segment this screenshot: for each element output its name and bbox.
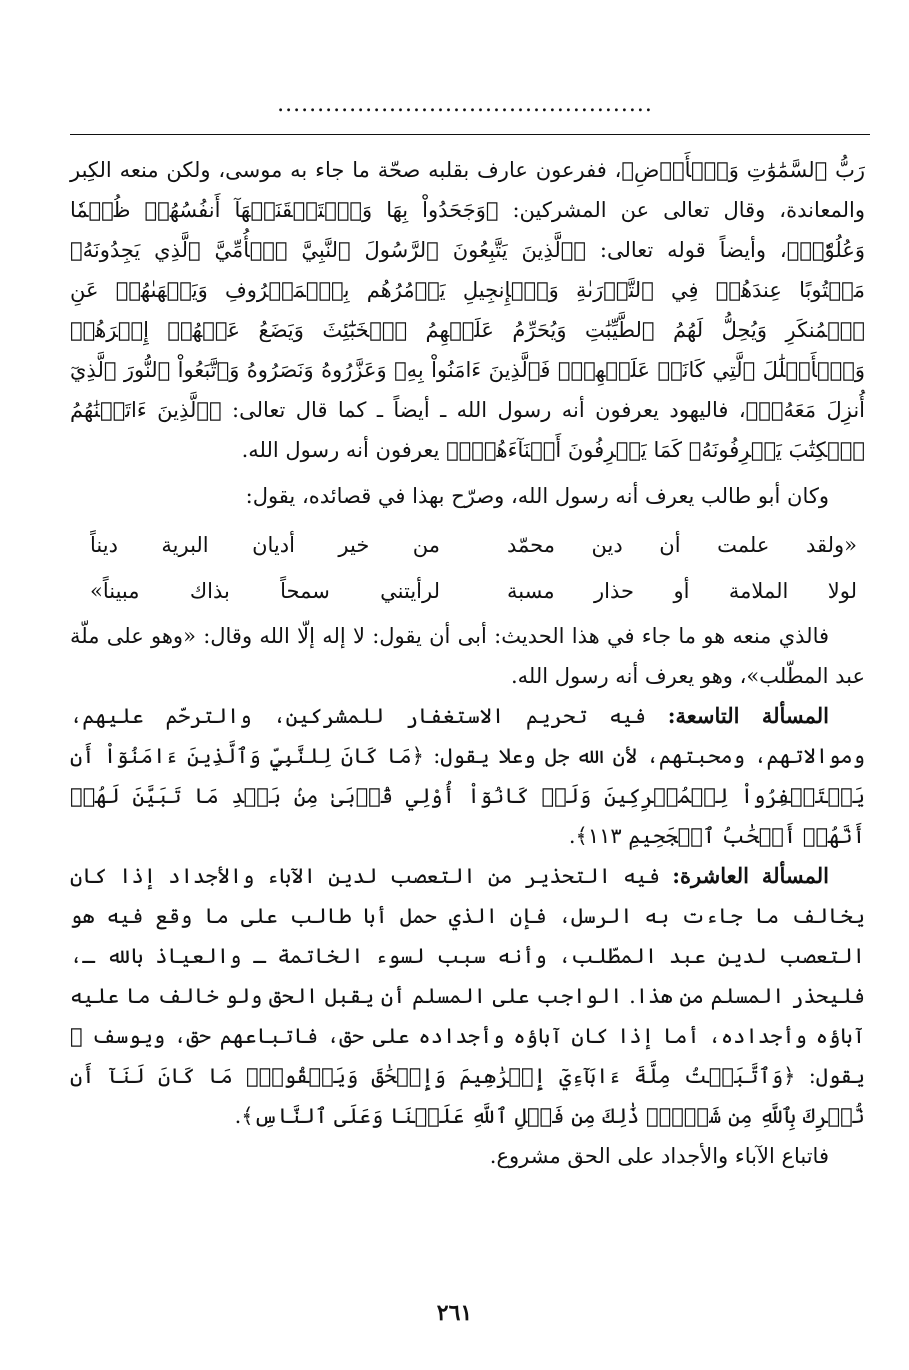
poem-line-2-second-hemistich: لرأيتني سمحاً بذاك مبيناً» — [90, 579, 440, 603]
poem — [70, 522, 865, 614]
page-number: ٢٦١ — [436, 1300, 473, 1326]
header-rule — [70, 134, 870, 135]
poem-line-1-second-hemistich: من خير أديان البرية ديناً — [90, 533, 440, 557]
header-dotted-line: ............................................... — [277, 92, 653, 116]
page-body — [70, 150, 865, 1176]
paragraph-5 — [70, 856, 865, 1136]
paragraph-5-text: فيه التحذير من التعصب لدين الآباء والأجداد إذا كان يخالف ما جاءت به الرسل، فإن الذي حمل أبا طالب على ما وقع فيه هو التعصب لدين عبد المطّلب، وأنه سبب لسوء الخاتمة ـ والعياذ بالله ـ، فليحذر المسلم من هذا. الواجب على المسلم أن يقبل الحق ولو خالف ما عليه آباؤه وأجداده، أما إذا كان آباؤه وأجداده على حق، فاتباعهم حق، ويوسف ﷺ يقول: ﴿وَٱتَّبَعۡتُ مِلَّةَ ءَابَآءِيٓ إِبۡرَٰهِيمَ وَإِسۡحَٰقَ وَيَعۡقُوبَۚ مَا كَانَ لَنَآ أَن نُّشۡرِكَ بِٱللَّهِ مِن شَيۡءٖۚ ذَٰلِكَ مِن فَضۡلِ ٱللَّهِ عَلَيۡنَا وَعَلَى ٱلنَّاسِ﴾. — [70, 864, 865, 1128]
poem-line-2-first-hemistich: لولا الملامة أو حذار مسبة — [507, 579, 857, 603]
paragraph-2: وكان أبو طالب يعرف أنه رسول الله، وصرّح بهذا في قصائده، يقول: — [245, 484, 829, 508]
section-heading-10: المسألة العاشرة: — [672, 863, 829, 888]
paragraph-4 — [70, 696, 865, 856]
paragraph-4-text: فيه تحريم الاستغفار للمشركين، والترحّم عليهم، وموالاتهم، ومحبتهم، لأن الله جل وعلا يقول: ﴿مَا كَانَ لِلنَّبِيِّ وَٱلَّذِينَ ءَامَنُوٓاْ أَن يَسۡتَغۡفِرُواْ لِلۡمُشۡرِكِينَ وَلَوۡ كَانُوٓاْ أُوْلِي قُرۡبَىٰ مِنۢ بَعۡدِ مَا تَبَيَّنَ لَهُمۡ أَنَّهُمۡ أَصۡحَٰبُ ٱلۡجَحِيمِ ١١٣﴾. — [70, 704, 865, 848]
poem-line-2 — [70, 568, 865, 614]
paragraph-6: فاتباع الآباء والأجداد على الحق مشروع. — [489, 1144, 829, 1168]
poem-line-1-first-hemistich: «ولقد علمت أن دين محمّد — [507, 533, 857, 557]
section-heading-9: المسألة التاسعة: — [667, 703, 829, 728]
paragraph-1: رَبُّ ٱلسَّمَٰوَٰتِ وَٱلۡأَرۡضِ﴾، ففرعون عارف بقلبه صحّة ما جاء به موسى، ولكن منعه الكِبر والمعاندة، وقال تعالى عن المشركين: ﴿وَجَحَدُواْ بِهَا وَٱسۡتَيۡقَنَتۡهَآ أَنفُسُهُمۡ ظُلۡمٗا وَعُلُوّٗاۚ﴾، وأيضاً قوله تعالى: ﴿ٱلَّذِينَ يَتَّبِعُونَ ٱلرَّسُولَ ٱلنَّبِيَّ ٱلۡأُمِّيَّ ٱلَّذِي يَجِدُونَهُۥ مَكۡتُوبًا عِندَهُمۡ فِي ٱلتَّوۡرَىٰةِ وَٱلۡإِنجِيلِ يَأۡمُرُهُم بِٱلۡمَعۡرُوفِ وَيَنۡهَىٰهُمۡ عَنِ ٱلۡمُنكَرِ وَيُحِلُّ لَهُمُ ٱلطَّيِّبَٰتِ وَيُحَرِّمُ عَلَيۡهِمُ ٱلۡخَبَٰٓئِثَ وَيَضَعُ عَنۡهُمۡ إِصۡرَهُمۡ وَٱلۡأَغۡلَٰلَ ٱلَّتِي كَانَتۡ عَلَيۡهِمۡۚ فَٱلَّذِينَ ءَامَنُواْ بِهِۦ وَعَزَّرُوهُ وَنَصَرُوهُ وَٱتَّبَعُواْ ٱلنُّورَ ٱلَّذِيٓ أُنزِلَ مَعَهُۥٓ﴾، فاليهود يعرفون أنه رسول الله ـ أيضاً ـ كما قال تعالى: ﴿ٱلَّذِينَ ءَاتَيۡنَٰهُمُ ٱلۡكِتَٰبَ يَعۡرِفُونَهُۥ كَمَا يَعۡرِفُونَ أَبۡنَآءَهُمۡۖ﴾ يعرفون أنه رسول الله. — [70, 158, 865, 462]
paragraph-3: فالذي منعه هو ما جاء في هذا الحديث: أبى أن يقول: لا إله إلّا الله وقال: «وهو على ملّة عبد المطّلب»، وهو يعرف أنه رسول الله. — [70, 624, 865, 688]
poem-line-1 — [70, 522, 865, 568]
